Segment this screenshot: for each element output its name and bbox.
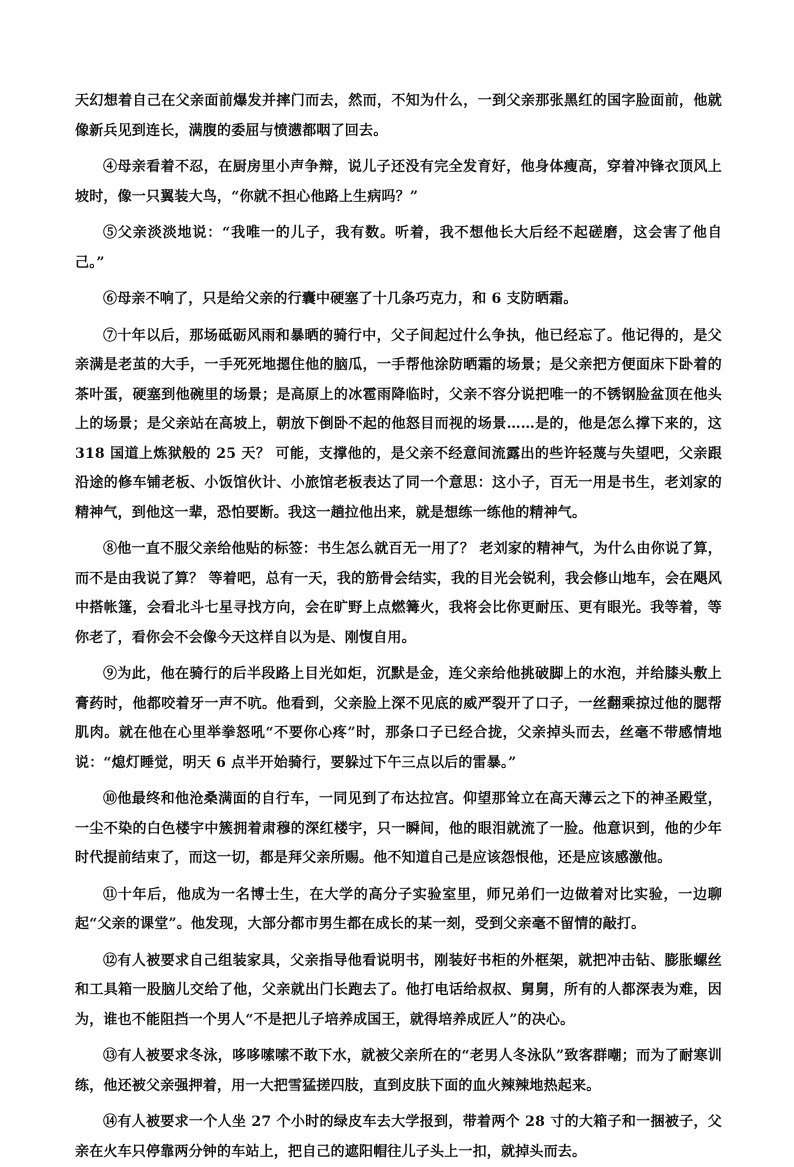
paragraph-11: ⑪十年后，他成为一名博士生，在大学的高分子实验室里，师兄弟们一边做着对比实验，一边聊起“父亲的课堂”。他发现，大部分都市男生都在成长的某一刻，受到父亲毫不留情的敲打。 — [75, 886, 722, 932]
paragraph-9: ⑨为此，他在骑行的后半段路上目光如炬，沉默是金，连父亲给他挑破脚上的水泡，并给膝头敷上膏药时，他都咬着牙一声不吭。他看到，父亲脸上深不见底的威严裂开了口子，一丝翻乘掠过他的腮帮肌肉。就在他在心里举拳怒吼“不要你心疼”时，那条口子已经合拢，父亲掉头而去，丝毫不带感情地说：“熄灯睡觉，明天 6 点半开始骑行，要躲过下午三点以后的雷暴。” — [75, 666, 722, 771]
paragraph-10: ⑩他最终和他沧桑满面的自行车，一同见到了布达拉宫。仰望那耸立在高天薄云之下的神圣殿堂，一尘不染的白色楼宇中簇拥着肃穆的深红楼宇，只一瞬间，他的眼泪就流了一脸。他意识到，他的少年时代提前结束了，而这一切，都是拜父亲所赐。他不知道自己是应该怨恨他，还是应该感激他。 — [75, 791, 722, 866]
paragraph-13: ⑬有人被要求冬泳，哆哆嗦嗦不敢下水，就被父亲所在的“老男人冬泳队”致客群嘲；而为了耐寒训练，他还被父亲强押着，用一大把雪猛搓四肢，直到皮肤下面的血火辣辣地热起来。 — [75, 1048, 722, 1094]
paragraph-8: ⑧他一直不服父亲给他贴的标签：书生怎么就百无一用了？ 老刘家的精神气，为什么由你说了算，而不是由我说了算？ 等着吧，总有一天，我的筋骨会结实，我的目光会锐利，我会修山地车，会在飓风中搭帐篷，会看北斗七星寻找方向，会在旷野上点燃篝火，我将会比你更耐压、更有眼光。我等着，等你老了，看你会不会像今天这样自以为是、刚愎自用。 — [75, 541, 722, 646]
paragraph-6: ⑥母亲不响了，只是给父亲的行囊中硬塞了十几条巧克力，和 6 支防晒霜。 — [103, 291, 578, 307]
paragraph-5: ⑤父亲淡淡地说：“我唯一的儿子，我有数。听着，我不想他长大后经不起磋磨，这会害了他自己。” — [75, 225, 722, 271]
paragraph-7: ⑦十年以后，那场砥砺风雨和暴晒的骑行中，父子间起过什么争执，他已经忘了。他记得的，是父亲满是老茧的大手，一手死死地摁住他的脑瓜，一手帮他涂防晒霜的场景；是父亲把方便面床下卧着的茶叶蛋，硬塞到他碗里的场景；是高原上的冰雹雨降临时，父亲不容分说把唯一的不锈钢脸盆顶在他头上的场景；是父亲站在高坡上，朝放下倒卧不起的他怒目而视的场景……是的，他是怎么撑下来的，这 318 国道上炼狱般的 25 天？ 可能，支撑他的，是父亲不经意间流露出的些许轻蔑与失望吧，父亲跟沿途的修车铺老板、小饭馆伙计、小旅馆老板表达了同一个意思：这小子，百无一用是书生，老刘家的精神气，到他这一辈，恐怕要断。我这一趟拉他出来，就是想练一练他的精神气。 — [75, 327, 722, 521]
paragraph-12: ⑫有人被要求自己组装家具，父亲指导他看说明书，刚装好书柜的外框架，就把冲击钻、膨胀螺丝和工具箱一股脑儿交给了他，父亲就出门长跑去了。他打电话给叔叔、舅舅，所有的人都深表为难，因为，谁也不能阻挡一个男人“不是把儿子培养成国王，就得培养成匠人”的决心。 — [75, 952, 722, 1028]
paragraph-4: ④母亲看着不忍，在厨房里小声争辩，说儿子还没有完全发育好，他身体瘦高，穿着冲锋衣顶风上坡时，像一只翼装大鸟，“你就不担心他路上生病吗？” — [75, 159, 722, 205]
paragraph-14: ⑭有人被要求一个人坐 27 个小时的绿皮车去大学报到，带着两个 28 寸的大箱子和一捆被子，父亲在火车只停靠两分钟的车站上，把自己的遮阳帽往儿子头上一扣，就掉头而去。 — [75, 1114, 722, 1160]
paragraph-continuation: 天幻想着自己在父亲面前爆发并摔门而去，然而，不知为什么，一到父亲那张黑红的国字脸面前，他就像新兵见到连长，满腹的委屈与愤懑都咽了回去。 — [75, 93, 722, 139]
